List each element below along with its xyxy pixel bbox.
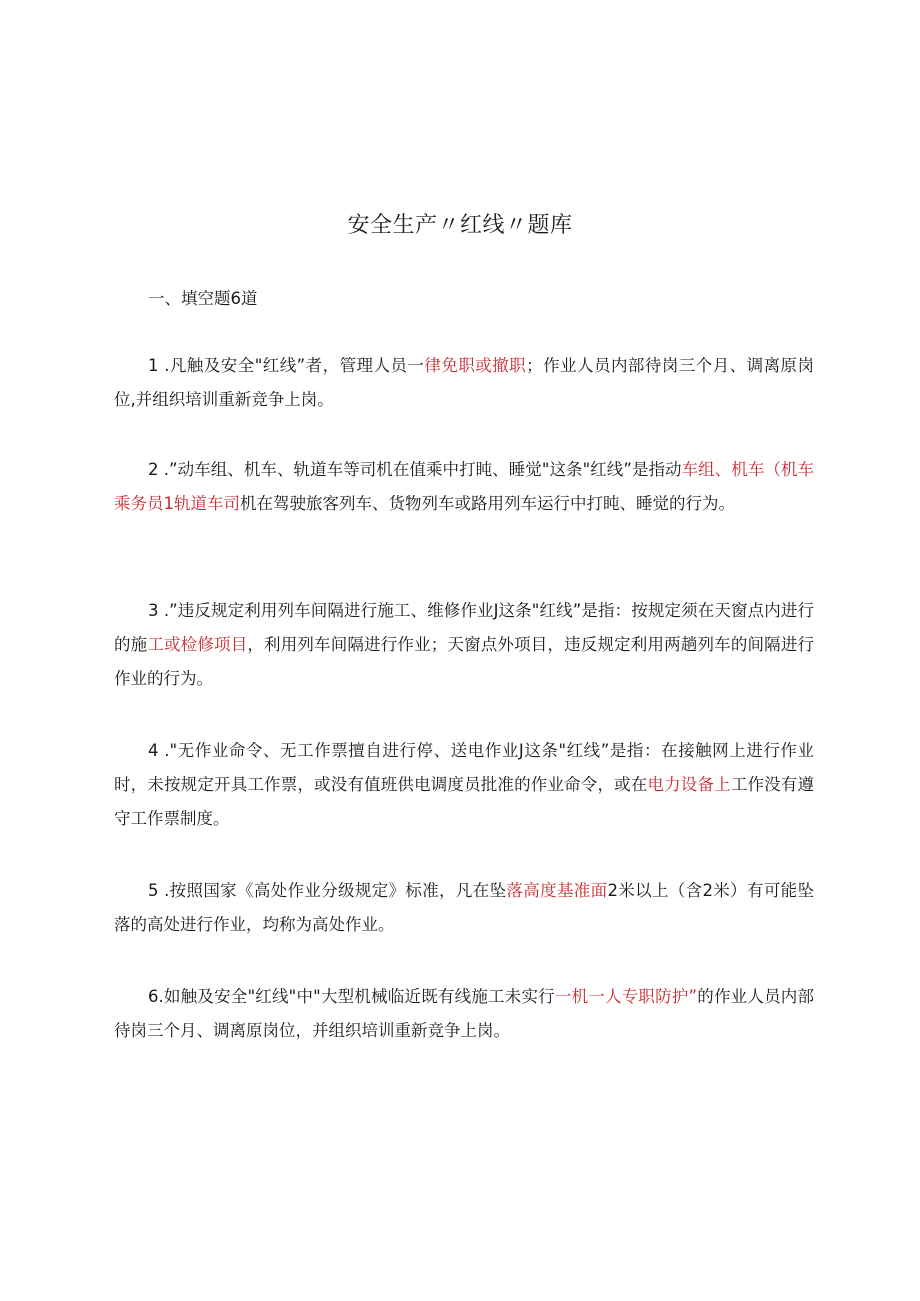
question-item-2: [114, 453, 814, 521]
question-text: 机在驾驶旅客列车、货物列车或路用列车运行中打盹、睡觉的行为。: [240, 494, 735, 513]
section-heading: 一、填空题6道: [148, 289, 258, 308]
question-text: ，利用列车间隔进行作业；天窗点外项目，违反规定利用两趟列车的间隔进行作业的行为。: [114, 635, 815, 688]
answer-text: 工或检修项目: [147, 635, 248, 654]
question-item-1: [114, 349, 814, 417]
question-text: 的作业人员内部待岗三个月、调离原岗位，并组织培训重新竞争上岗。: [114, 987, 815, 1040]
question-item-5: [114, 874, 814, 942]
question-text: 5 .按照国家《高处作业分级规定》标准，凡在坠: [148, 881, 507, 900]
question-item-6: [114, 980, 814, 1048]
question-text: 6.如触及安全"红线"中"大型机械临近既有线施工未实行: [148, 987, 555, 1006]
question-text: 1 .凡触及安全"红线”者，管理人员一: [148, 356, 425, 375]
answer-text: 电力设备上: [647, 775, 731, 794]
answer-text: 一机一人专职防护”: [554, 987, 698, 1006]
question-text: 2米以上（含2米）有可能坠落的高处进行作业，均称为高处作业。: [114, 881, 814, 934]
question-item-4: [114, 734, 814, 836]
answer-text: 落高度基准面: [506, 881, 608, 900]
question-text: 2 .”动车组、机车、轨道车等司机在值乘中打盹、睡觉"这条"红线”是指动: [148, 460, 682, 479]
question-text: 工作没有遵守工作票制度。: [114, 775, 815, 828]
question-text: 3 .”违反规定利用列车间隔进行施工、维修作业J这条"红线”是指：按规定须在天窗点内进行的施: [114, 601, 814, 654]
question-text: 4 ."无作业命令、无工作票擅自进行停、送电作业J这条"红线”是指：在接触网上进行作业时，未按规定开具工作票，或没有值班供电调度员批准的作业命令，或在: [114, 741, 814, 794]
question-text: ；作业人员内部待岗三个月、调离原岗位,并组织培训重新竞争上岗。: [114, 356, 815, 409]
answer-text: 律免职或撤职: [424, 356, 527, 375]
document-title: 安全生产〃红线〃题库: [347, 213, 573, 238]
answer-text: 车组、机车（机车乘务员1轨道车司: [114, 460, 815, 513]
question-item-3: [114, 594, 814, 696]
